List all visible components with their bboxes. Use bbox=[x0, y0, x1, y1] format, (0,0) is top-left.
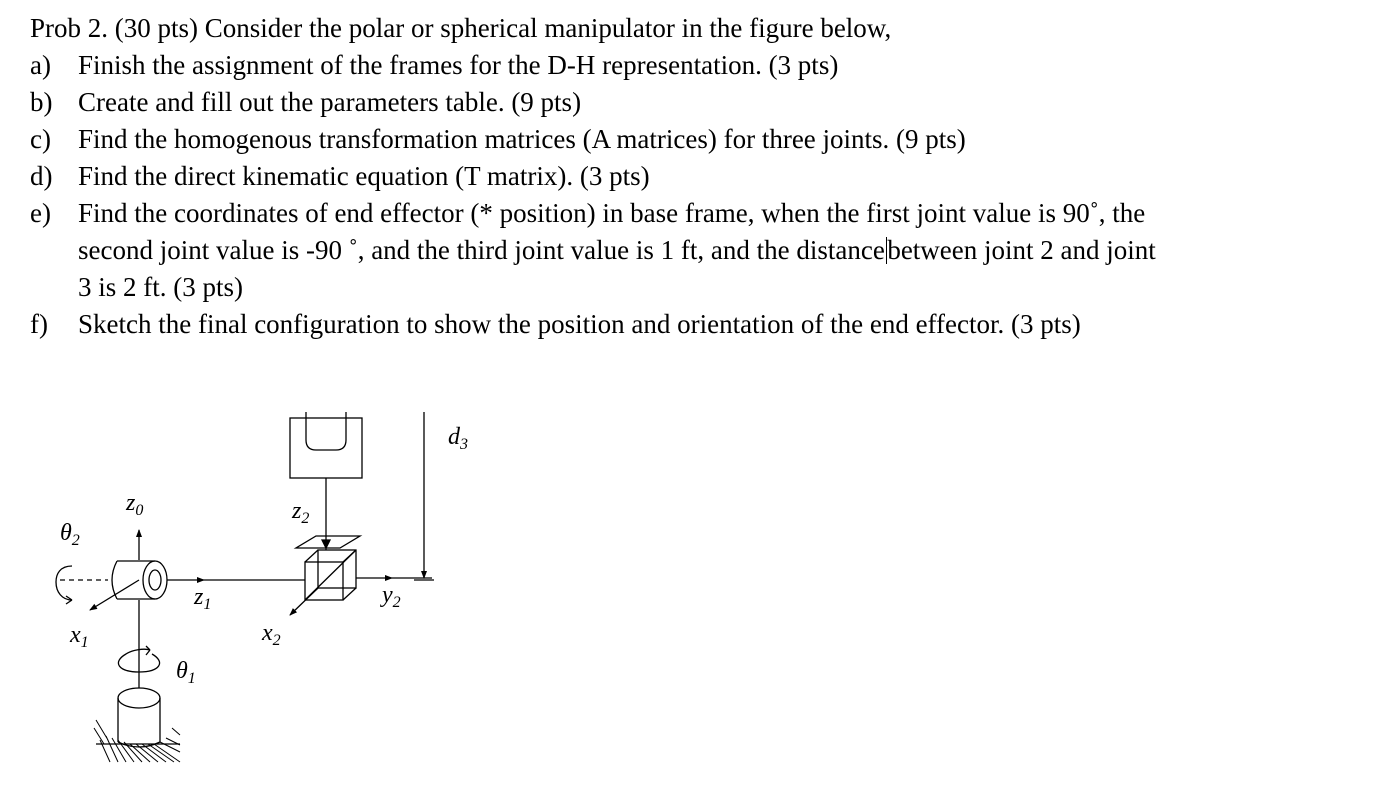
label-theta1: $\theta_1$ bbox=[176, 658, 196, 687]
item-marker-b: b) bbox=[30, 87, 53, 117]
item-text-e-line2-part1: second joint value is -90 ˚, and the third joint value is 1 ft, and the distance bbox=[78, 235, 885, 265]
x2-axis-arrow bbox=[290, 588, 318, 615]
item-text-e-line1: Find the coordinates of end effector (* position) in base frame, when the first joint value is 90˚, the bbox=[78, 198, 1146, 228]
item-text-f: Sketch the final configuration to show the position and orientation of the end effector. (3 pts) bbox=[78, 309, 1081, 339]
item-marker-c: c) bbox=[30, 124, 51, 154]
item-marker-d: d) bbox=[30, 161, 53, 191]
ground-hatch bbox=[94, 720, 180, 762]
x1-axis-arrow bbox=[90, 580, 139, 610]
label-z0: $z_0$ bbox=[126, 490, 144, 519]
item-text-a: Finish the assignment of the frames for the D-H representation. (3 pts) bbox=[78, 50, 839, 80]
theta2-rotation-icon bbox=[56, 566, 72, 600]
z2-arrowhead-icon bbox=[322, 540, 330, 548]
theta1-arrowhead-icon bbox=[146, 646, 150, 655]
problem-title: Prob 2. (30 pts) Consider the polar or spherical manipulator in the figure below, bbox=[30, 13, 892, 43]
item-marker-e: e) bbox=[30, 198, 51, 228]
label-z1: $z_1$ bbox=[194, 584, 212, 613]
item-text-d: Find the direct kinematic equation (T matrix). (3 pts) bbox=[78, 161, 650, 191]
label-theta2: $\theta_2$ bbox=[60, 520, 80, 549]
label-y2: $y_2$ bbox=[382, 582, 401, 611]
item-marker-a: a) bbox=[30, 50, 51, 80]
item-marker-f: f) bbox=[30, 309, 48, 339]
item-text-e-line3: 3 is 2 ft. (3 pts) bbox=[78, 272, 243, 302]
item-text-c: Find the homogenous transformation matrices (A matrices) for three joints. (9 pts) bbox=[78, 124, 966, 154]
item-text-b: Create and fill out the parameters table. (9 pts) bbox=[78, 87, 582, 117]
label-x2: $x_2$ bbox=[262, 620, 281, 649]
gripper bbox=[290, 412, 362, 478]
label-x1: $x_1$ bbox=[70, 622, 89, 651]
joint1-cylinder bbox=[112, 561, 167, 599]
item-text-e-line2-part2: between joint 2 and joint bbox=[887, 235, 1156, 265]
label-d3: $d_3$ bbox=[448, 424, 468, 453]
label-z2: $z_2$ bbox=[292, 498, 310, 527]
base-cylinder bbox=[118, 688, 160, 747]
